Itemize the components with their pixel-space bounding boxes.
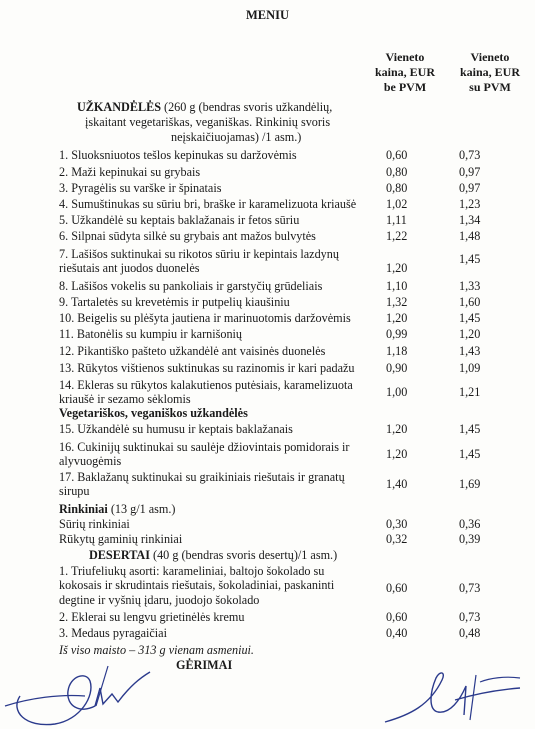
price-without-vat: 1,11: [386, 213, 407, 227]
menu-item-name: [59, 247, 339, 276]
price-without-vat: 0,90: [386, 361, 408, 375]
menu-item-line: 13. Rūkytos vištienos suktinukas su razinomis ir kari padažu: [59, 361, 355, 375]
price-without-vat: 1,22: [386, 229, 408, 243]
menu-item-line: 1. Triufeliukų asorti: karameliniai, baltojo šokolado su: [59, 564, 325, 578]
price-with-vat: 1,45: [459, 447, 481, 462]
menu-item-line: 16. Cukinijų suktinukai su saulėje džiovintais pomidorais ir: [59, 440, 350, 454]
price-with-vat: 0,36: [459, 517, 481, 531]
menu-item-line: 4. Sumuštinukas su sūriu bri, braške ir karamelizuota kriaušė: [59, 197, 357, 211]
appetizers-title: UŽKANDĖLĖS: [77, 100, 161, 114]
price-without-vat: 0,60: [386, 148, 408, 162]
menu-item-line: 3. Pyragėlis su varške ir špinatais: [59, 181, 222, 195]
price-with-vat: 1,23: [459, 197, 481, 211]
price-with-vat: 1,69: [459, 477, 481, 492]
signature-left: [0, 636, 170, 729]
desserts-desc: (40 g (bendras svoris desertų)/1 asm.): [153, 548, 338, 562]
price-with-vat: 1,45: [459, 311, 481, 325]
price-without-vat: 1,20: [386, 422, 408, 436]
price-with-vat: 0,73: [459, 610, 481, 624]
menu-item-line: 2. Eklerai su lengvu grietinėlės kremu: [59, 610, 245, 624]
price-without-vat: 0,40: [386, 626, 408, 640]
price-with-vat: 0,39: [459, 532, 481, 546]
menu-item-line: Rūkytų gaminių rinkiniai: [59, 532, 183, 546]
price-with-vat: 0,97: [459, 165, 481, 179]
price-with-vat: 0,73: [459, 581, 481, 596]
appetizers-heading: [77, 100, 332, 115]
price-with-vat: 1,45: [459, 252, 481, 266]
price-without-vat: 0,80: [386, 165, 408, 179]
total-weight-note: Iš viso maisto – 313 g vienam asmeniui.: [59, 643, 254, 657]
column-header-line: su PVM: [469, 80, 511, 94]
price-with-vat: 1,48: [459, 229, 481, 243]
menu-item-line: 6. Silpnai sūdyta silkė su grybais ant mažos bulvytės: [59, 229, 316, 243]
menu-item-name: [59, 295, 290, 309]
sets-title: Rinkiniai: [59, 502, 108, 516]
menu-item-name: [59, 517, 130, 531]
menu-item-line: 17. Baklažanų suktinukai su graikiniais riešutais ir granatų: [59, 470, 345, 484]
column-header-line: Vieneto: [385, 50, 425, 64]
desserts-title: DESERTAI: [89, 548, 150, 562]
menu-item-name: [59, 197, 356, 211]
drinks-heading: GĖRIMAI: [176, 658, 233, 672]
menu-item-name: [59, 361, 355, 375]
price-with-vat: 1,20: [459, 327, 481, 341]
price-without-vat: 1,40: [386, 477, 408, 492]
menu-item-name: [59, 532, 182, 546]
appetizers-desc: neįskaičiuojamas) /1 asm.): [171, 130, 302, 144]
price-with-vat: 0,97: [459, 181, 481, 195]
menu-item-line: 7. Lašišos suktinukai su rikotos sūriu ir kepintais lazdynų: [59, 247, 339, 261]
menu-item-line: kokosais ir skrudintais riešutais, šokoladiniai, paskaninti: [59, 578, 335, 593]
appetizers-desc: (260 g (bendras svoris užkandėlių,: [164, 100, 333, 114]
column-header-line: kaina, EUR: [459, 65, 521, 79]
price-without-vat: 1,20: [386, 447, 408, 462]
menu-item-name: [59, 610, 244, 624]
menu-item-name: [59, 229, 316, 243]
menu-item-line: 2. Maži kepinukai su grybais: [59, 165, 201, 179]
menu-item-line: 15. Užkandėlė su humusu ir keptais baklažanais: [59, 422, 293, 436]
price-with-vat: 1,60: [459, 295, 481, 309]
price-without-vat: 0,99: [386, 327, 408, 341]
price-without-vat: 1,20: [386, 311, 408, 325]
menu-item-name: [59, 181, 221, 195]
menu-item-line: degtine ir vyšnių įdaru, juodojo šokolado: [59, 592, 260, 607]
menu-item-line: 12. Pikantiško paštetо užkandėlė ant vaisinės duonelės: [59, 344, 326, 358]
menu-item-name: [59, 564, 334, 607]
price-with-vat: 1,34: [459, 213, 481, 227]
sets-heading: [59, 502, 175, 517]
price-with-vat: 1,21: [459, 385, 481, 400]
column-header-without-vat: [372, 50, 438, 95]
menu-item-name: [59, 378, 353, 407]
menu-item-name: [59, 279, 322, 293]
menu-item-name: [59, 422, 293, 436]
column-header-line: Vieneto: [470, 50, 510, 64]
vegetarian-heading: Vegetariškos, veganiškos užkandėlės: [59, 406, 248, 420]
price-without-vat: 1,10: [386, 279, 408, 293]
price-without-vat: 1,18: [386, 344, 408, 358]
price-without-vat: 0,60: [386, 581, 408, 596]
page-title: MENIU: [245, 8, 290, 22]
menu-item-name: [59, 327, 242, 341]
menu-item-line: sirupu: [59, 484, 90, 499]
column-header-with-vat: [455, 50, 525, 95]
price-with-vat: 0,48: [459, 626, 481, 640]
appetizers-desc: įskaitant vegetariškas, veganiškas. Rinkinių svoris: [85, 115, 331, 129]
menu-item-name: [59, 148, 297, 162]
price-with-vat: 1,45: [459, 422, 481, 436]
price-without-vat: 0,32: [386, 532, 408, 546]
menu-item-line: Sūrių rinkiniai: [59, 517, 130, 531]
price-without-vat: 1,02: [386, 197, 408, 211]
price-without-vat: 0,60: [386, 610, 408, 624]
column-header-line: kaina, EUR: [374, 65, 436, 79]
price-with-vat: 0,73: [459, 148, 481, 162]
menu-item-line: 8. Lašišos vokelis su pankoliais ir garstyčių grūdeliais: [59, 279, 323, 293]
menu-item-line: 9. Tartaletės su krevetėmis ir putpelių kiaušiniu: [59, 295, 290, 309]
price-without-vat: 1,20: [386, 261, 408, 276]
price-without-vat: 0,30: [386, 517, 408, 531]
menu-item-name: [59, 470, 345, 499]
menu-item-line: 10. Beigelis su plėšyta jautiena ir marinuotomis daržovėmis: [59, 311, 351, 325]
menu-item-line: 5. Užkandėlė su keptais baklažanais ir fetos sūriu: [59, 213, 300, 227]
menu-item-line: 1. Sluoksniuotos tešlos kepinukas su daržovėmis: [59, 148, 297, 162]
price-with-vat: 1,09: [459, 361, 481, 375]
menu-item-name: [59, 165, 200, 179]
signature-right: [380, 660, 530, 729]
column-header-line: be PVM: [383, 80, 427, 94]
menu-item-name: [59, 311, 351, 325]
menu-item-line: alyvuogėmis: [59, 454, 122, 469]
menu-item-line: kriaušė ir sezamo sėklomis: [59, 392, 191, 407]
menu-item-line: riešutais ant juodos duonelės: [59, 261, 200, 276]
sets-desc: (13 g/1 asm.): [110, 502, 176, 516]
menu-item-name: [59, 344, 325, 358]
price-with-vat: 1,33: [459, 279, 481, 293]
menu-item-name: [59, 440, 349, 469]
price-without-vat: 0,80: [386, 181, 408, 195]
desserts-heading: [89, 548, 337, 563]
menu-item-line: 3. Medaus pyragaičiai: [59, 626, 167, 640]
price-without-vat: 1,32: [386, 295, 408, 309]
price-without-vat: 1,00: [386, 385, 408, 400]
menu-item-line: 11. Batonėlis su kumpiu ir karnišonių: [59, 327, 243, 341]
menu-item-name: [59, 213, 299, 227]
menu-item-line: 14. Ekleras su rūkytos kalakutienos putėsiais, karamelizuota: [59, 378, 353, 392]
price-with-vat: 1,43: [459, 344, 481, 358]
